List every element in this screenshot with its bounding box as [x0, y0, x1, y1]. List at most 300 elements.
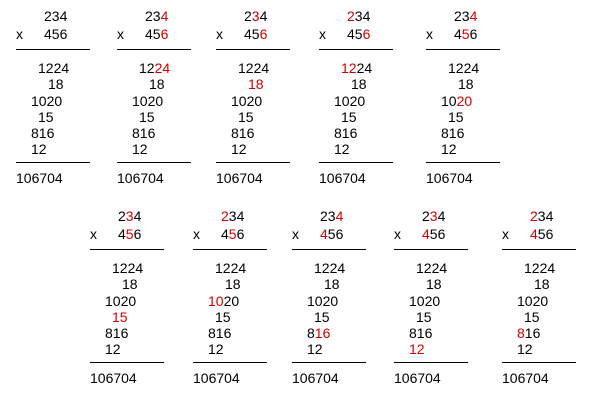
digit: 1 [48, 76, 56, 92]
digit: 3 [251, 8, 260, 24]
digit: 1 [238, 109, 246, 125]
digit: 8 [208, 325, 216, 341]
partial-product [31, 93, 62, 109]
partial-product [448, 60, 479, 76]
digit: 1 [238, 125, 247, 141]
digit: 4 [337, 260, 346, 276]
multiplication-panel-step-8 [292, 204, 376, 394]
digit: 2 [456, 93, 465, 109]
digit: 8 [433, 276, 442, 292]
digit: 2 [448, 141, 457, 157]
digit: 4 [320, 226, 328, 242]
multiplication-panel-step-4 [319, 4, 403, 194]
digit: 5 [152, 26, 161, 42]
digit: 2 [532, 293, 541, 309]
digit: 6 [147, 125, 156, 141]
digit: 2 [118, 208, 126, 224]
partial-product [231, 141, 247, 157]
digit: 8 [231, 125, 239, 141]
digit: 1 [112, 325, 121, 341]
digit: 1 [524, 260, 532, 276]
partial-product [139, 60, 170, 76]
digit: 2 [455, 60, 464, 76]
digit: 3 [125, 208, 134, 224]
multiplicand [454, 8, 477, 24]
digit: 2 [221, 208, 229, 224]
multiplication-panel-step-1 [16, 4, 100, 194]
digit: 8 [156, 76, 165, 92]
product-result: 106704 [16, 170, 63, 186]
digit: 1 [231, 93, 239, 109]
digit: 5 [354, 26, 363, 42]
digit: 4 [118, 226, 126, 242]
digit: 4 [261, 60, 270, 76]
digit: 2 [139, 141, 148, 157]
digit: 1 [139, 60, 147, 76]
digit: 3 [354, 8, 363, 24]
partial-product [341, 60, 372, 76]
digit: 5 [119, 309, 128, 325]
partial-product [139, 109, 155, 125]
multiplicand [530, 208, 553, 224]
digit: 1 [238, 60, 246, 76]
digit: 8 [358, 76, 367, 92]
digit: 8 [255, 76, 264, 92]
digit: 6 [322, 325, 331, 341]
sum-line [16, 162, 90, 163]
times-sign: x [117, 26, 124, 42]
digit: 2 [349, 93, 358, 109]
digit: 6 [223, 325, 232, 341]
digit: 1 [122, 276, 130, 292]
multiplier [221, 226, 244, 242]
partial-product [334, 125, 357, 141]
digit: 6 [46, 125, 55, 141]
digit: 6 [59, 26, 68, 42]
times-sign: x [90, 226, 97, 242]
digit: 2 [463, 60, 472, 76]
digit: 1 [441, 93, 449, 109]
digit: 1 [351, 76, 359, 92]
partial-product [517, 293, 548, 309]
digit: 2 [215, 341, 224, 357]
partial-product [48, 76, 64, 92]
digit: 4 [335, 208, 344, 224]
digit: 3 [537, 208, 546, 224]
partial-product [409, 341, 425, 357]
digit: 2 [416, 341, 425, 357]
partial-product [231, 93, 262, 109]
digit: 2 [454, 8, 462, 24]
partial-product [441, 141, 457, 157]
digit: 4 [259, 8, 268, 24]
product-result: 106704 [117, 170, 164, 186]
digit: 6 [259, 26, 268, 42]
digit: 6 [456, 125, 465, 141]
multiplier [454, 26, 477, 42]
digit: 1 [208, 341, 216, 357]
times-sign: x [394, 226, 401, 242]
digit: 8 [31, 125, 39, 141]
digit: 2 [154, 60, 163, 76]
digit: 4 [160, 8, 169, 24]
partial-product [105, 341, 121, 357]
partial-product [517, 325, 540, 341]
digit: 3 [152, 8, 161, 24]
digit: 6 [133, 226, 142, 242]
multiplier [44, 26, 67, 42]
digit: 1 [341, 109, 349, 125]
partial-product [208, 325, 231, 341]
sum-line [292, 362, 366, 363]
digit: 8 [105, 325, 113, 341]
digit: 0 [540, 293, 549, 309]
partial-product [448, 109, 464, 125]
multiplier [347, 26, 370, 42]
digit: 4 [422, 226, 430, 242]
digit: 0 [432, 293, 441, 309]
multiplicand [347, 8, 370, 24]
digit: 4 [244, 26, 252, 42]
times-sign: x [426, 26, 433, 42]
digit: 5 [251, 26, 260, 42]
digit: 1 [38, 60, 46, 76]
digit: 2 [147, 93, 156, 109]
digit: 4 [471, 60, 480, 76]
partial-product [208, 293, 239, 309]
digit: 6 [236, 226, 245, 242]
partial-product [238, 109, 254, 125]
divider-line [319, 49, 393, 50]
divider-line [193, 249, 267, 250]
partial-product [524, 260, 555, 276]
digit: 6 [349, 125, 358, 141]
digit: 2 [53, 60, 62, 76]
partial-product [307, 293, 338, 309]
digit: 1 [334, 141, 342, 157]
digit: 5 [455, 109, 464, 125]
digit: 4 [547, 260, 556, 276]
digit: 2 [314, 341, 323, 357]
digit: 0 [238, 93, 247, 109]
digit: 5 [348, 109, 357, 125]
multiplicand [320, 208, 343, 224]
digit: 0 [416, 293, 425, 309]
digit: 1 [208, 293, 216, 309]
partial-product [38, 109, 54, 125]
partial-product [248, 76, 264, 92]
partial-product [324, 276, 340, 292]
partial-product [334, 93, 365, 109]
divider-line [16, 49, 90, 50]
product-result: 106704 [292, 370, 339, 386]
digit: 8 [307, 325, 315, 341]
digit: 4 [238, 260, 247, 276]
digit: 2 [38, 141, 47, 157]
digit: 2 [246, 93, 255, 109]
digit: 1 [448, 60, 456, 76]
partial-product [215, 309, 231, 325]
digit: 1 [524, 325, 533, 341]
sum-line [394, 362, 468, 363]
multiplication-panel-step-3 [216, 4, 300, 194]
partial-product [409, 325, 432, 341]
partial-product [31, 125, 54, 141]
digit: 2 [44, 8, 52, 24]
digit: 5 [245, 109, 254, 125]
partial-product [105, 293, 136, 309]
digit: 2 [423, 260, 432, 276]
digit: 1 [426, 276, 434, 292]
digit: 5 [222, 309, 231, 325]
digit: 2 [146, 60, 155, 76]
digit: 5 [537, 226, 546, 242]
partial-product [105, 325, 128, 341]
digit: 0 [155, 93, 164, 109]
multiplication-panel-step-10 [502, 204, 586, 394]
digit: 2 [127, 260, 136, 276]
digit: 1 [215, 309, 223, 325]
digit: 4 [133, 208, 142, 224]
digit: 1 [334, 93, 342, 109]
partial-product [149, 76, 165, 92]
multiplication-panel-step-7 [193, 204, 277, 394]
digit: 2 [46, 93, 55, 109]
partial-product [441, 93, 472, 109]
digit: 0 [215, 293, 224, 309]
partial-product [238, 60, 269, 76]
digit: 0 [524, 293, 533, 309]
digit: 6 [424, 325, 433, 341]
digit: 1 [517, 293, 525, 309]
digit: 8 [517, 325, 525, 341]
digit: 1 [314, 260, 322, 276]
digit: 2 [348, 60, 357, 76]
digit: 1 [307, 293, 315, 309]
partial-product [409, 293, 440, 309]
partial-product [38, 60, 69, 76]
digit: 2 [230, 260, 239, 276]
digit: 2 [112, 341, 121, 357]
sum-line [90, 362, 164, 363]
multiplicand [244, 8, 267, 24]
digit: 1 [448, 125, 457, 141]
product-result: 106704 [426, 170, 473, 186]
digit: 8 [409, 325, 417, 341]
digit: 0 [314, 293, 323, 309]
partial-product [458, 76, 474, 92]
digit: 5 [531, 309, 540, 325]
digit: 4 [59, 8, 68, 24]
digit: 0 [448, 93, 457, 109]
multiplier [118, 226, 141, 242]
partial-product [517, 341, 533, 357]
digit: 0 [357, 93, 366, 109]
digit: 1 [314, 325, 323, 341]
digit: 4 [44, 26, 52, 42]
digit: 2 [238, 141, 247, 157]
digit: 1 [314, 309, 322, 325]
digit: 2 [222, 260, 231, 276]
product-result: 106704 [319, 170, 366, 186]
digit: 5 [45, 109, 54, 125]
product-result: 106704 [193, 370, 240, 386]
digit: 1 [416, 309, 424, 325]
digit: 5 [228, 226, 237, 242]
partial-product [307, 325, 330, 341]
digit: 0 [254, 93, 263, 109]
digit: 8 [232, 276, 241, 292]
digit: 6 [437, 226, 446, 242]
partial-product [416, 260, 447, 276]
digit: 1 [324, 276, 332, 292]
partial-product [441, 125, 464, 141]
digit: 5 [429, 226, 438, 242]
digit: 2 [341, 141, 350, 157]
partial-product [334, 141, 350, 157]
multiplicand [145, 8, 168, 24]
digit: 2 [145, 8, 153, 24]
multiplicand [44, 8, 67, 24]
product-result: 106704 [502, 370, 549, 386]
times-sign: x [502, 226, 509, 242]
digit: 4 [61, 60, 70, 76]
digit: 1 [441, 141, 449, 157]
digit: 5 [423, 309, 432, 325]
digit: 5 [51, 26, 60, 42]
digit: 1 [409, 293, 417, 309]
digit: 6 [246, 125, 255, 141]
digit: 4 [469, 8, 478, 24]
multiplier [320, 226, 343, 242]
partial-product [314, 309, 330, 325]
digit: 2 [356, 60, 365, 76]
digit: 1 [38, 125, 47, 141]
partial-product [351, 76, 367, 92]
digit: 4 [145, 26, 153, 42]
digit: 0 [464, 93, 473, 109]
digit: 0 [54, 93, 63, 109]
digit: 6 [362, 26, 371, 42]
multiplier [145, 26, 168, 42]
partial-product [307, 341, 323, 357]
digit: 2 [320, 208, 328, 224]
digit: 4 [236, 208, 245, 224]
digit: 1 [534, 276, 542, 292]
digit: 2 [322, 293, 331, 309]
digit: 4 [364, 60, 373, 76]
sum-line [502, 362, 576, 363]
digit: 2 [524, 341, 533, 357]
digit: 5 [461, 26, 470, 42]
digit: 4 [135, 260, 144, 276]
digit: 1 [139, 109, 147, 125]
multiplicand [221, 208, 244, 224]
digit: 2 [431, 260, 440, 276]
digit: 3 [228, 208, 237, 224]
digit: 1 [112, 309, 120, 325]
times-sign: x [319, 26, 326, 42]
sum-line [426, 162, 500, 163]
digit: 4 [454, 26, 462, 42]
digit: 1 [409, 341, 417, 357]
digit: 1 [215, 325, 224, 341]
digit: 1 [31, 93, 39, 109]
times-sign: x [292, 226, 299, 242]
digit: 3 [327, 208, 336, 224]
times-sign: x [216, 26, 223, 42]
partial-product [31, 141, 47, 157]
digit: 1 [105, 341, 113, 357]
partial-product [132, 125, 155, 141]
digit: 1 [132, 141, 140, 157]
digit: 3 [51, 8, 60, 24]
times-sign: x [193, 226, 200, 242]
partial-product [314, 260, 345, 276]
digit: 2 [120, 293, 129, 309]
digit: 1 [416, 325, 425, 341]
sum-line [216, 162, 290, 163]
digit: 2 [531, 260, 540, 276]
digit: 8 [129, 276, 138, 292]
digit: 1 [448, 109, 456, 125]
digit: 3 [429, 208, 438, 224]
digit: 2 [530, 208, 538, 224]
divider-line [426, 49, 500, 50]
partial-product [341, 109, 357, 125]
digit: 8 [132, 125, 140, 141]
digit: 2 [45, 60, 54, 76]
digit: 2 [539, 260, 548, 276]
digit: 1 [149, 76, 157, 92]
partial-product [215, 260, 246, 276]
partial-product [416, 309, 432, 325]
product-result: 106704 [394, 370, 441, 386]
digit: 4 [362, 8, 371, 24]
digit: 3 [461, 8, 470, 24]
digit: 4 [347, 26, 355, 42]
digit: 8 [331, 276, 340, 292]
times-sign: x [16, 26, 23, 42]
digit: 0 [139, 93, 148, 109]
digit: 8 [55, 76, 64, 92]
digit: 1 [517, 341, 525, 357]
digit: 1 [307, 341, 315, 357]
digit: 1 [524, 309, 532, 325]
digit: 6 [335, 226, 344, 242]
partial-product [132, 93, 163, 109]
digit: 1 [112, 260, 120, 276]
digit: 1 [341, 125, 350, 141]
digit: 1 [38, 109, 46, 125]
digit: 4 [530, 226, 538, 242]
digit: 5 [321, 309, 330, 325]
digit: 2 [422, 208, 430, 224]
divider-line [216, 49, 290, 50]
digit: 1 [341, 60, 349, 76]
digit: 1 [416, 260, 424, 276]
digit: 8 [465, 76, 474, 92]
digit: 8 [541, 276, 550, 292]
multiplicand [422, 208, 445, 224]
digit: 2 [321, 260, 330, 276]
digit: 2 [424, 293, 433, 309]
digit: 1 [132, 93, 140, 109]
digit: 1 [139, 125, 148, 141]
partial-product [208, 341, 224, 357]
digit: 0 [341, 93, 350, 109]
multiplication-panel-step-2 [117, 4, 201, 194]
